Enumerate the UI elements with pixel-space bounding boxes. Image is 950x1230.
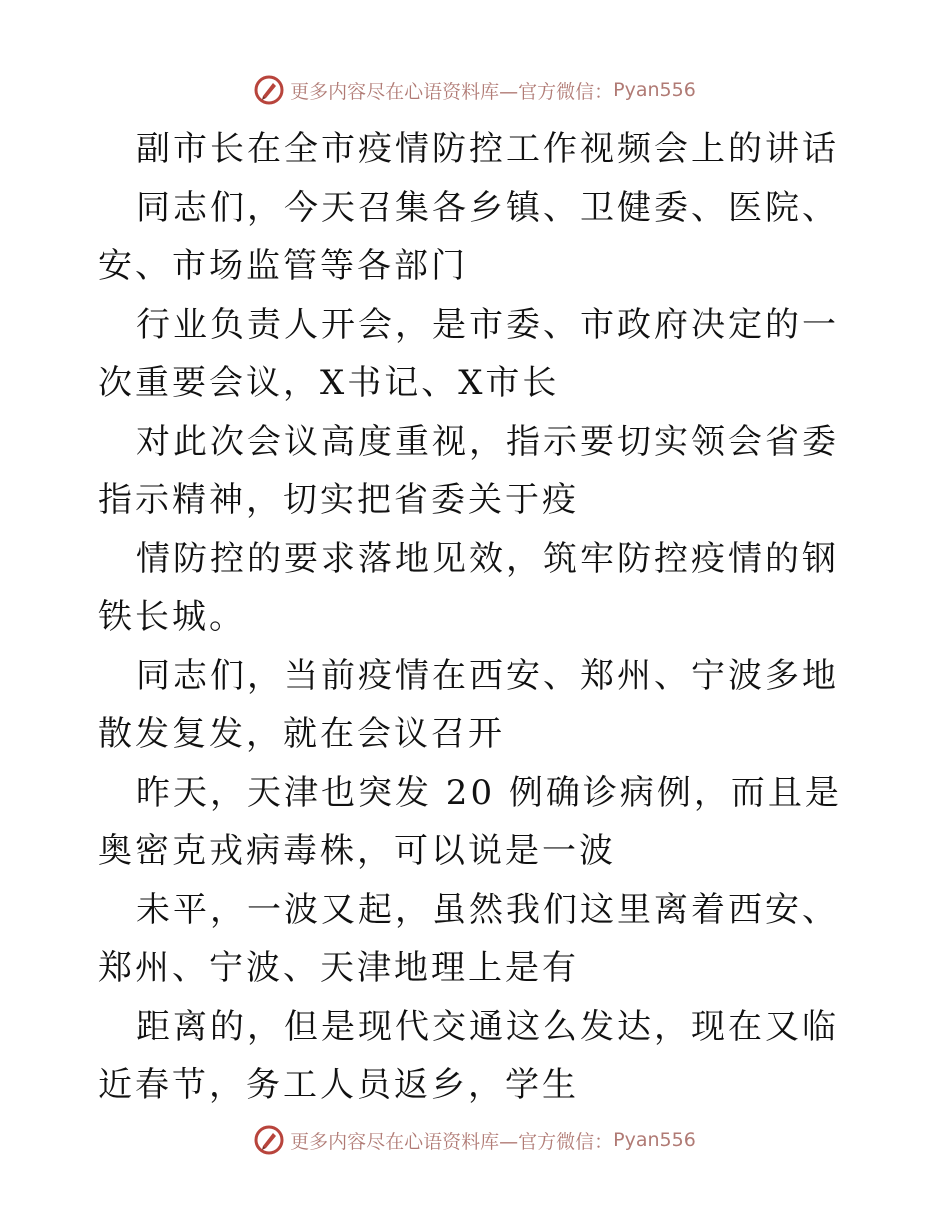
paragraph-4: 情防控的要求落地见效，筑牢防控疫情的钢铁长城。 bbox=[98, 538, 839, 637]
paragraph-1: 同志们，今天召集各乡镇、卫健委、医院、安、市场监管等各部门 bbox=[98, 187, 839, 286]
paragraph-5: 同志们，当前疫情在西安、郑州、宁波多地散发复发，就在会议召开 bbox=[98, 655, 839, 754]
document-body bbox=[98, 120, 858, 1115]
pen-logo-icon bbox=[254, 1125, 284, 1155]
paragraph-7: 未平，一波又起，虽然我们这里离着西安、郑州、宁波、天津地理上是有 bbox=[98, 889, 839, 988]
paragraph-2: 行业负责人开会，是市委、市政府决定的一次重要会议，X书记、X市长 bbox=[98, 304, 839, 403]
footer-watermark bbox=[0, 1120, 950, 1160]
paragraph-8: 距离的，但是现代交通这么发达，现在又临近春节，务工人员返乡，学生 bbox=[98, 1006, 839, 1105]
paragraph-3: 对此次会议高度重视，指示要切实领会省委指示精神，切实把省委关于疫 bbox=[98, 421, 839, 520]
watermark-handle: Pyan556 bbox=[613, 79, 696, 101]
document-title: 副市长在全市疫情防控工作视频会上的讲话 bbox=[136, 129, 839, 169]
watermark-text: 更多内容尽在心语资料库—官方微信： bbox=[290, 1130, 614, 1153]
watermark-text: 更多内容尽在心语资料库—官方微信： bbox=[290, 80, 614, 103]
header-watermark bbox=[0, 70, 950, 110]
paragraph-6: 昨天，天津也突发 20 例确诊病例，而且是奥密克戎病毒株，可以说是一波 bbox=[98, 772, 842, 871]
pen-logo-icon bbox=[254, 75, 284, 105]
watermark-handle: Pyan556 bbox=[613, 1129, 696, 1151]
